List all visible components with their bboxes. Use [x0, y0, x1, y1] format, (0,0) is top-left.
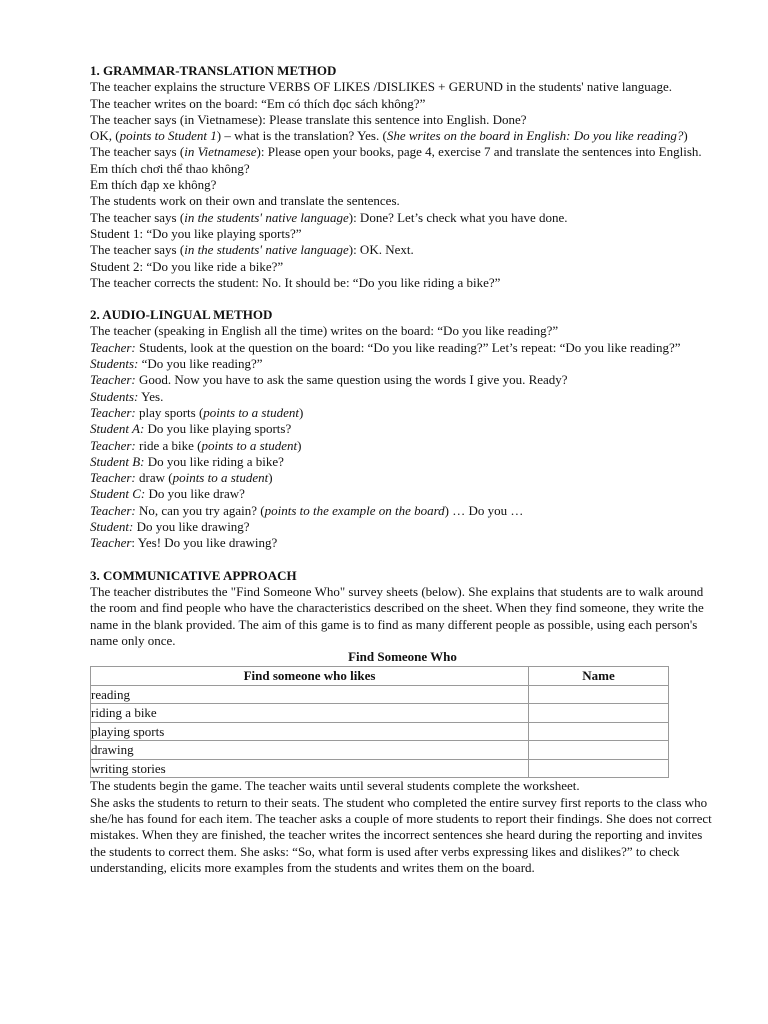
- table-cell-name: [529, 722, 669, 741]
- dialogue-line: Student: Do you like drawing?: [90, 519, 250, 535]
- dialogue-line: Student A: Do you like playing sports?: [90, 421, 292, 437]
- paragraph-line: The teacher says (in the students' native language): Done? Let’s check what you have done.: [90, 209, 568, 225]
- paragraph-line: Em thích đạp xe không?: [90, 177, 217, 193]
- table-cell-name: [529, 741, 669, 760]
- section-heading-communicative: 3. COMMUNICATIVE APPROACH: [90, 567, 297, 583]
- paragraph-line: Em thích chơi thể thao không?: [90, 160, 250, 176]
- table-row: [91, 741, 669, 760]
- table-cell-item: riding a bike: [91, 704, 529, 723]
- paragraph-closing: She asks the students to return to their seats. The student who completed the entire survey first reports to the class who she/he has found for each item. The teacher asks a couple of more students to report their findings. She does not correct mistakes. When they are finished, the teacher writes the incorrect sentences she heard during the reporting and invites the students to correct them. She asks: “So, what form is used after verbs expressing likes and dislikes?” to check understanding, elicits more examples from the students and writes them on the board.: [90, 794, 712, 875]
- table-row: [91, 685, 669, 704]
- dialogue-line: Students: Yes.: [90, 388, 164, 404]
- section-spacer: [90, 291, 715, 307]
- table-cell-item: writing stories: [91, 759, 529, 778]
- table-cell-item: playing sports: [91, 722, 529, 741]
- document-page: [90, 63, 715, 876]
- paragraph-line: The students begin the game. The teacher waits until several students complete the worksheet.: [90, 778, 580, 794]
- table-row: [91, 704, 669, 723]
- table-cell-item: reading: [91, 685, 529, 704]
- paragraph-line: The teacher explains the structure VERBS OF LIKES /DISLIKES + GERUND in the students' native language.: [90, 79, 673, 95]
- table-row: [91, 722, 669, 741]
- paragraph-intro: The teacher distributes the "Find Someone Who" survey sheets (below). She explains that students are to walk around the room and find people who have the characteristics described on the sheet. When they find someone, they write the name in the blank provided. The aim of this game is to find as many different people as possible, using each person's name only once.: [90, 583, 704, 648]
- table-cell-item: drawing: [91, 741, 529, 760]
- table-row: [91, 759, 669, 778]
- dialogue-line: Teacher: draw (points to a student): [90, 470, 273, 486]
- survey-title: Find Someone Who: [348, 649, 457, 665]
- paragraph-line: OK, (points to Student 1) – what is the translation? Yes. (She writes on the board in English: Do you like reading?): [90, 128, 688, 144]
- column-header-item: Find someone who likes: [91, 667, 529, 686]
- dialogue-line: Teacher: ride a bike (points to a student): [90, 437, 302, 453]
- paragraph-line: The teacher (speaking in English all the time) writes on the board: “Do you like reading?”: [90, 323, 559, 339]
- dialogue-line: Teacher: Good. Now you have to ask the same question using the words I give you. Ready?: [90, 372, 568, 388]
- dialogue-line: Teacher: Yes! Do you like drawing?: [90, 535, 278, 551]
- paragraph-line: The teacher says (in Vietnamese): Please open your books, page 4, exercise 7 and translate the sentences into English.: [90, 144, 702, 160]
- paragraph-line: The teacher writes on the board: “Em có thích đọc sách không?”: [90, 95, 426, 111]
- dialogue-line: Teacher: play sports (points to a student): [90, 404, 304, 420]
- dialogue-line: Students: “Do you like reading?”: [90, 356, 263, 372]
- paragraph-line: The students work on their own and translate the sentences.: [90, 193, 400, 209]
- table-cell-name: [529, 704, 669, 723]
- section-heading-audio-lingual: 2. AUDIO-LINGUAL METHOD: [90, 307, 273, 323]
- column-header-name: Name: [529, 667, 669, 686]
- section-spacer: [90, 552, 715, 568]
- paragraph-line: The teacher says (in Vietnamese): Please translate this sentence into English. Done?: [90, 111, 527, 127]
- dialogue-line: Student C: Do you like draw?: [90, 486, 245, 502]
- paragraph-line: The teacher corrects the student: No. It should be: “Do you like riding a bike?”: [90, 274, 501, 290]
- table-cell-name: [529, 759, 669, 778]
- paragraph-line: Student 2: “Do you like ride a bike?”: [90, 258, 284, 274]
- survey-table: [90, 666, 669, 778]
- paragraph-line: The teacher says (in the students' native language): OK. Next.: [90, 242, 414, 258]
- paragraph-line: Student 1: “Do you like playing sports?”: [90, 225, 302, 241]
- dialogue-line: Teacher: No, can you try again? (points to the example on the board) … Do you …: [90, 502, 524, 518]
- table-header-row: [91, 667, 669, 686]
- dialogue-line: Student B: Do you like riding a bike?: [90, 453, 284, 469]
- section-heading-grammar-translation: 1. GRAMMAR-TRANSLATION METHOD: [90, 63, 337, 78]
- dialogue-line: Teacher: Students, look at the question on the board: “Do you like reading?” Let’s repeat: “Do you like reading?”: [90, 339, 681, 355]
- table-cell-name: [529, 685, 669, 704]
